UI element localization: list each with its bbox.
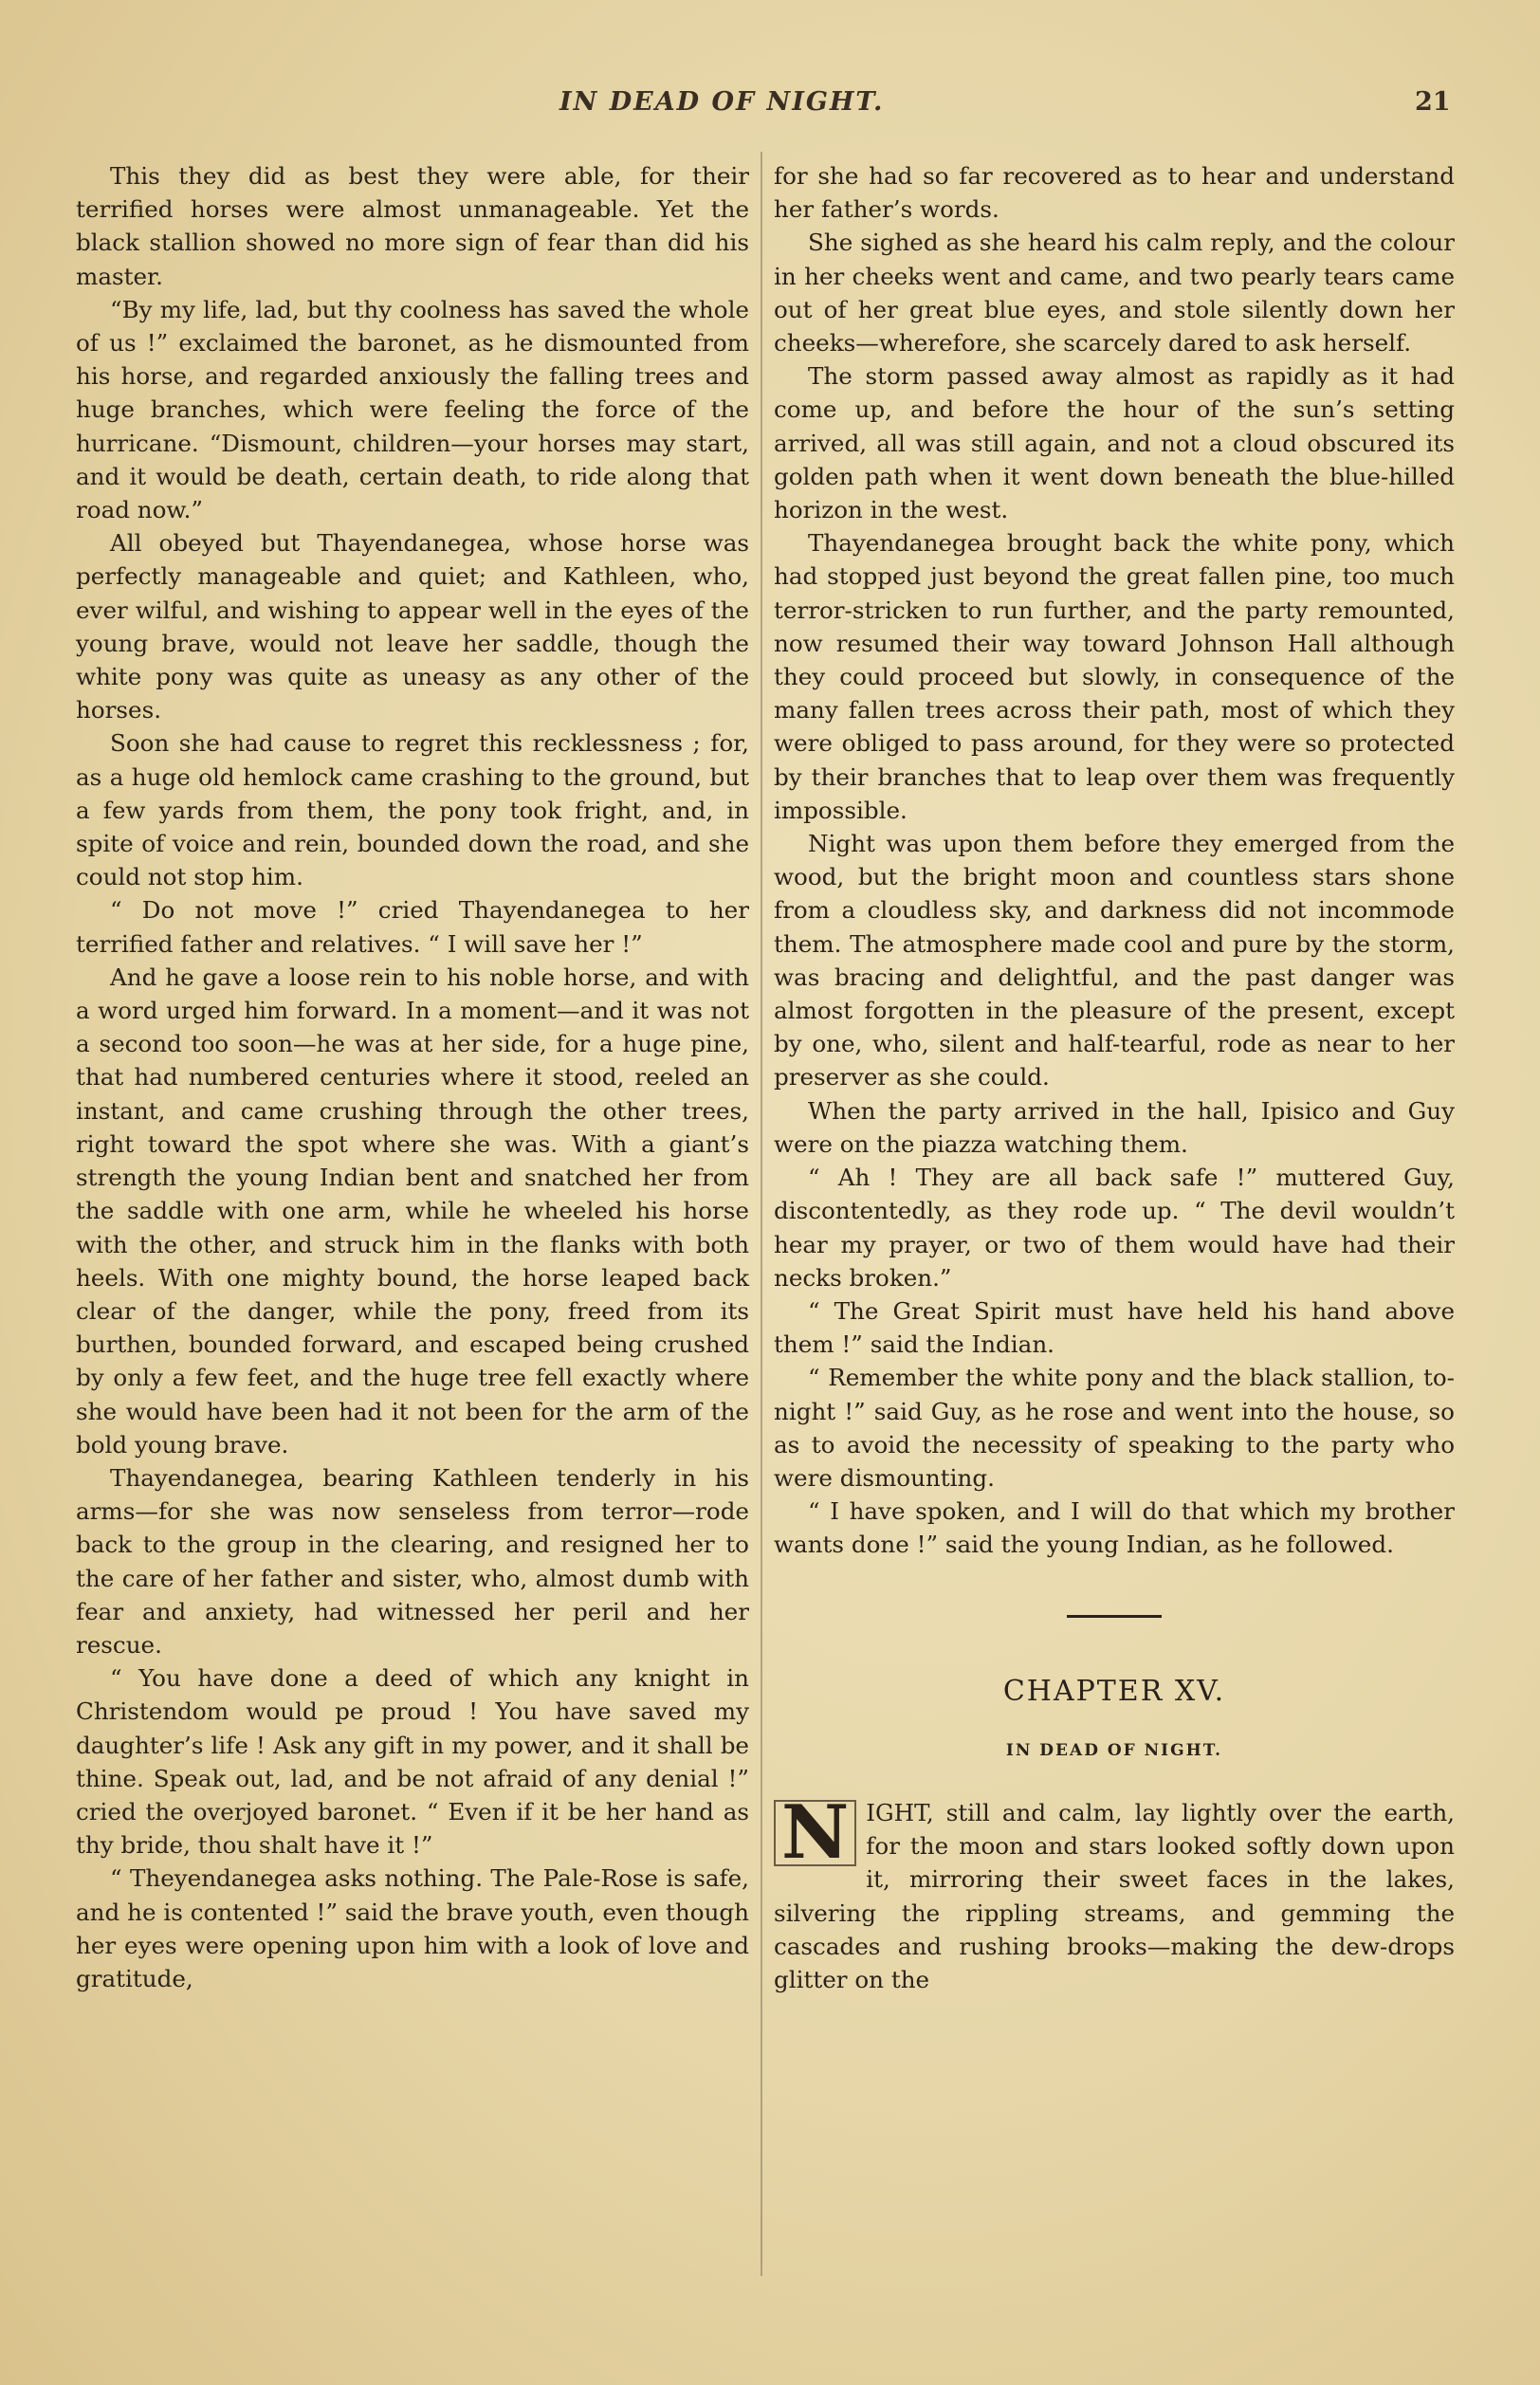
paragraph: All obeyed but Thayendanegea, whose horse was perfectly manageable and quiet; and Kathleen, who, ever wilful, and wishing to appear well in the eyes of the young brave, would not leave her saddle, though the white pony was quite as uneasy as any other of the horses. [76,529,749,725]
running-head [0,87,1540,125]
opening-text: IGHT, still and calm, lay lightly over the earth, for the moon and stars looked softly down upon it, mirroring their sweet faces in the lakes, silvering the rippling streams, and gemming the cascades and rushing brooks—making the dew-drops glitter on the [774,1798,1455,1993]
paragraph: “ Ah ! They are all back safe !” muttered Guy, discontentedly, as they rode up. “ The devil wouldn’t hear my prayer, or two of them would have had their necks broken.” [774,1164,1455,1292]
right-column [774,159,1455,1996]
paragraph: Thayendanegea brought back the white pony, which had stopped just beyond the great fallen pine, too much terror-stricken to run further, and the party remounted, now resumed their way toward Johnson Hall although they could proceed but slowly, in consequence of the many fallen trees across their path, most of which they were obliged to pass around, for they were so protected by their branches that to leap over them was frequently impossible. [774,529,1455,824]
column-divider [761,152,762,2276]
paragraph: When the party arrived in the hall, Ipisico and Guy were on the piazza watching them. [774,1096,1455,1158]
drop-cap: N [774,1800,856,1866]
section-divider [1067,1615,1162,1618]
paragraph: “By my life, lad, but thy coolness has saved the whole of us !” exclaimed the baronet, as he dismounted from his horse, and regarded anxiously the falling trees and huge branches, which were feeling the force of the hurricane. “Dismount, children—your horses may start, and it would be death, certain death, to ride along that road now.” [76,295,749,524]
paragraph: “ Remember the white pony and the black stallion, to-night !” said Guy, as he rose and went into the house, so as to avoid the necessity of speaking to the party who were dismounting. [774,1364,1455,1492]
paragraph: Night was upon them before they emerged from the wood, but the bright moon and countless stars shone from a cloudless sky, and darkness did not incommode them. The atmosphere made cool and pure by the storm, was bracing and delightful, and the past danger was almost forgotten in the pleasure of the present, except by one, who, silent and half-tearful, rode as near to her preserver as she could. [774,830,1455,1092]
paragraph: “ You have done a deed of which any knight in Christendom would pe proud ! You have saved my daughter’s life ! Ask any gift in my power, and it shall be thine. Speak out, lad, and be not afraid of any denial !” cried the overjoyed baronet. “ Even if it be her hand as thy bride, thou shalt have it !” [76,1664,749,1860]
paragraph: The storm passed away almost as rapidly as it had come up, and before the hour of the sun’s setting arrived, all was still again, and not a cloud obscured its golden path when it went down beneath the blue-hilled horizon in the west. [774,362,1455,524]
paragraph: And he gave a loose rein to his noble horse, and with a word urged him forward. In a moment—and it was not a second too soon—he was at her side, for a huge pine, that had numbered centuries where it stood, reeled an instant, and came crushing through the other trees, right toward the spot where she was. With a giant’s strength the young Indian bent and snatched her from the saddle with one arm, while he wheeled his horse with the other, and struck him in the flanks with both heels. With one mighty bound, the horse leaped back clear of the danger, while the pony, freed from its burthen, bounded forward, and escaped being crushed by only a few feet, and the huge tree fell exactly where she would have been had it not been for the arm of the bold young brave. [76,963,749,1459]
paragraph: for she had so far recovered as to hear and understand her father’s words. [774,162,1455,224]
paragraph: Thayendanegea, bearing Kathleen tenderly in his arms—for she was now senseless from terror—rode back to the group in the clearing, and resigned her to the care of her father and sister, who, almost dumb with fear and anxiety, had witnessed her peril and her rescue. [76,1463,749,1659]
running-title: IN DEAD OF NIGHT. [559,87,885,117]
page-number: 21 [1415,87,1451,117]
chapter-subtitle: IN DEAD OF NIGHT. [1005,1740,1223,1760]
paragraph: Soon she had cause to regret this recklessness ; for, as a huge old hemlock came crashing to the ground, but a few yards from them, the pony took fright, and, in spite of voice and rein, bounded down the road, and she could not stop him. [76,729,749,891]
paragraph: “ Do not move !” cried Thayendanegea to her terrified father and relatives. “ I will save her !” [76,896,749,958]
paragraph: “ The Great Spirit must have held his hand above them !” said the Indian. [774,1296,1455,1359]
paragraph: “ Theyendanegea asks nothing. The Pale-Rose is safe, and he is contented !” said the brave youth, even though her eyes were opening upon him with a look of love and gratitude, [76,1864,749,1992]
paragraph: “ I have spoken, and I will do that which my brother wants done !” said the young Indian, as he followed. [774,1497,1455,1559]
paragraph: She sighed as she heard his calm reply, and the colour in her cheeks went and came, and two pearly tears came out of her great blue eyes, and stole silently down her cheeks—wherefore, she scarcely dared to ask herself. [774,229,1455,358]
paragraph: This they did as best they were able, for their terrified horses were almost unmanageable. Yet the black stallion showed no more sign of fear than did his master. [76,162,749,290]
chapter-opening-paragraph [774,1789,1455,1996]
chapter-title: CHAPTER XV. [1002,1674,1226,1708]
left-column [76,159,749,1995]
